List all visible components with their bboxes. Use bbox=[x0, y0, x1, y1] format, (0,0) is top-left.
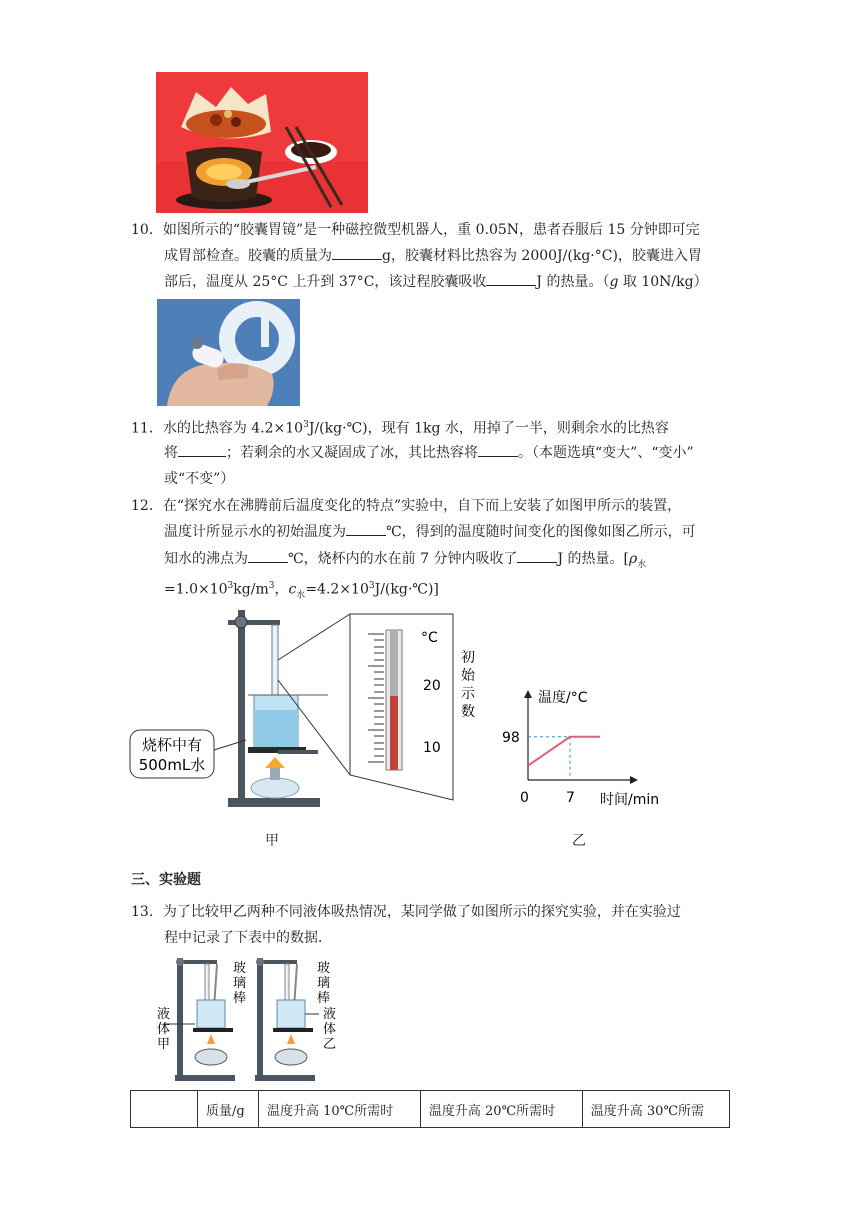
q10-line2 bbox=[164, 246, 702, 266]
q13-text-2: 程中记录了下表中的数据． bbox=[164, 930, 332, 946]
table-header-cell: 温度升高 20℃所需时 bbox=[420, 1091, 582, 1128]
series-line bbox=[528, 737, 600, 766]
figure-jia bbox=[128, 600, 488, 815]
lamp-flame bbox=[265, 757, 285, 768]
q12-text-3b: ℃，烧杯内的水在前 7 分钟内吸收了 bbox=[288, 551, 518, 567]
right-liquid-2: 体 bbox=[323, 1022, 337, 1037]
food-photo bbox=[156, 72, 368, 213]
table-header-row bbox=[131, 1091, 730, 1128]
q11-text-2a: 将 bbox=[164, 445, 178, 461]
q10-text-1: 如图所示的“胶囊胃镜”是一种磁控微型机器人，重 0.05N，患者吞服后 15 分钟即可完 bbox=[162, 222, 700, 238]
q12-text-4e: J/(kg·℃)] bbox=[374, 581, 439, 598]
q13-figure bbox=[155, 952, 345, 1084]
q11-blank-1[interactable] bbox=[178, 456, 226, 457]
stand-clamp bbox=[235, 616, 247, 628]
scale-label-10: 10 bbox=[423, 740, 441, 756]
apparatus-left bbox=[163, 958, 235, 1081]
q10-text-2a: 成胃部检查。胶囊的质量为 bbox=[164, 248, 332, 264]
right-liquid-1: 液 bbox=[323, 1007, 337, 1022]
figure-yi-chart bbox=[500, 680, 670, 810]
right-rod-3: 棒 bbox=[317, 991, 331, 1006]
side-label-1: 初 bbox=[461, 650, 475, 666]
section-title: 三、实验题 bbox=[131, 872, 201, 888]
caption-jia: 甲 bbox=[265, 833, 279, 849]
right-liquid-3: 乙 bbox=[323, 1037, 337, 1052]
left-rod-2: 璃 bbox=[233, 976, 247, 991]
left-rod-3: 棒 bbox=[233, 991, 247, 1006]
q12-line2 bbox=[164, 522, 696, 542]
q13-number: 13． bbox=[131, 904, 163, 920]
q10-text-3b: J 的热量。（ bbox=[536, 274, 610, 290]
right-rod-2: 璃 bbox=[317, 976, 331, 991]
apparatus-right bbox=[255, 958, 319, 1081]
q11-line3 bbox=[164, 469, 234, 489]
q12-rho-symbol: ρ bbox=[629, 551, 638, 567]
q10-line1 bbox=[131, 220, 700, 240]
q12-line1 bbox=[131, 496, 681, 516]
q12-blank-initial-temp[interactable] bbox=[346, 535, 386, 536]
q12-number: 12． bbox=[131, 498, 163, 514]
side-label-4: 数 bbox=[461, 704, 475, 720]
q11-number: 11． bbox=[131, 420, 163, 437]
q12-text-2a: 温度计所显示水的初始温度为 bbox=[164, 524, 346, 540]
alcohol-lamp bbox=[251, 778, 299, 798]
q13-line2 bbox=[164, 928, 332, 948]
callout-line1: 烧杯中有 bbox=[141, 736, 203, 754]
q10-blank-mass[interactable] bbox=[332, 259, 382, 260]
table-header-cell: 温度升高 30℃所需 bbox=[582, 1091, 729, 1128]
q12-line3 bbox=[164, 549, 646, 575]
x-axis-label: 时间/min bbox=[600, 792, 660, 808]
q11-text-1b: J/(kg·℃)，现有 1kg 水，用掉了一半，则剩余水的比热容 bbox=[308, 420, 669, 437]
q12-sup3: 3 bbox=[368, 581, 375, 591]
q12-text-4a: =1.0×10 bbox=[164, 581, 228, 598]
q13-line1 bbox=[131, 902, 681, 922]
side-label-2: 始 bbox=[461, 668, 475, 684]
q12-text-3a: 知水的沸点为 bbox=[164, 551, 248, 567]
left-liquid-3: 甲 bbox=[157, 1037, 171, 1052]
scale-liquid bbox=[390, 696, 398, 770]
q11-line2 bbox=[164, 443, 694, 463]
q12-sup1: 3 bbox=[227, 581, 234, 591]
table-header-cell: 质量/g bbox=[198, 1091, 259, 1128]
q12-c-sub: 水 bbox=[296, 590, 306, 601]
y-tick-98: 98 bbox=[502, 729, 520, 746]
q12-text-4d: =4.2×10 bbox=[305, 581, 369, 598]
q11-text-2b: ；若剩余的水又凝固成了冰，其比热容将 bbox=[226, 445, 478, 461]
q12-text-3c: J 的热量。[ bbox=[557, 551, 629, 567]
q11-text-2c: 。（本题选填“变大”、“变小” bbox=[518, 445, 694, 461]
stand-rod bbox=[238, 610, 245, 800]
q10-text-2b: g，胶囊材料比热容为 2000J/(kg·°C)，胶囊进入胃 bbox=[382, 248, 702, 264]
table-header-cell: 温度升高 10℃所需时 bbox=[259, 1091, 421, 1128]
q11-line1 bbox=[131, 415, 669, 439]
q12-blank-boiling[interactable] bbox=[248, 562, 288, 563]
capsule-photo bbox=[157, 299, 300, 406]
q12-text-4b: kg/m bbox=[233, 581, 269, 598]
q11-text-1a: 水的比热容为 4.2×10 bbox=[162, 420, 304, 437]
left-liquid-1: 液 bbox=[157, 1007, 171, 1022]
right-rod-1: 玻 bbox=[317, 961, 331, 976]
caption-yi: 乙 bbox=[572, 833, 586, 849]
scale-unit: °C bbox=[421, 630, 438, 646]
q10-line3 bbox=[164, 272, 708, 292]
q10-text-3a: 部后，温度从 25°C 上升到 37°C，该过程胶囊吸收 bbox=[164, 274, 487, 290]
q11-text-3: 或“不变”） bbox=[164, 471, 235, 487]
q11-sup: 3 bbox=[303, 420, 309, 430]
y-axis-label: 温度/°C bbox=[538, 690, 588, 706]
left-rod-1: 玻 bbox=[233, 961, 247, 976]
origin-label: 0 bbox=[520, 790, 529, 806]
q12-rho-sub: 水 bbox=[637, 559, 647, 570]
table-header-cell bbox=[131, 1091, 198, 1128]
q12-text-4c: ， bbox=[274, 581, 289, 598]
q10-text-3d: 取 10N/kg） bbox=[618, 274, 708, 290]
x-tick-7: 7 bbox=[566, 790, 575, 806]
beaker-water bbox=[254, 710, 298, 747]
q13-data-table bbox=[130, 1090, 730, 1128]
q12-sup2: 3 bbox=[268, 581, 275, 591]
q11-blank-2[interactable] bbox=[478, 456, 518, 457]
callout-line2: 500mL水 bbox=[138, 756, 206, 774]
side-label-3: 示 bbox=[461, 686, 475, 702]
x-axis-arrow bbox=[630, 776, 638, 784]
y-axis-arrow bbox=[524, 690, 532, 698]
scale-label-20: 20 bbox=[423, 678, 441, 694]
q10-blank-heat[interactable] bbox=[486, 285, 536, 286]
q12-text-2b: ℃，得到的温度随时间变化的图像如图乙所示，可 bbox=[386, 524, 696, 540]
q12-c-symbol: c bbox=[288, 581, 297, 598]
q12-blank-heat[interactable] bbox=[517, 562, 557, 563]
q10-number: 10． bbox=[131, 222, 163, 238]
left-liquid-2: 体 bbox=[157, 1022, 171, 1037]
q10-g-symbol: g bbox=[609, 274, 619, 290]
q13-text-1: 为了比较甲乙两种不同液体吸热情况，某同学做了如图所示的探究实验，并在实验过 bbox=[162, 904, 681, 920]
q12-text-1: 在“探究水在沸腾前后温度变化的特点”实验中，自下而上安装了如图甲所示的装置， bbox=[162, 498, 682, 514]
